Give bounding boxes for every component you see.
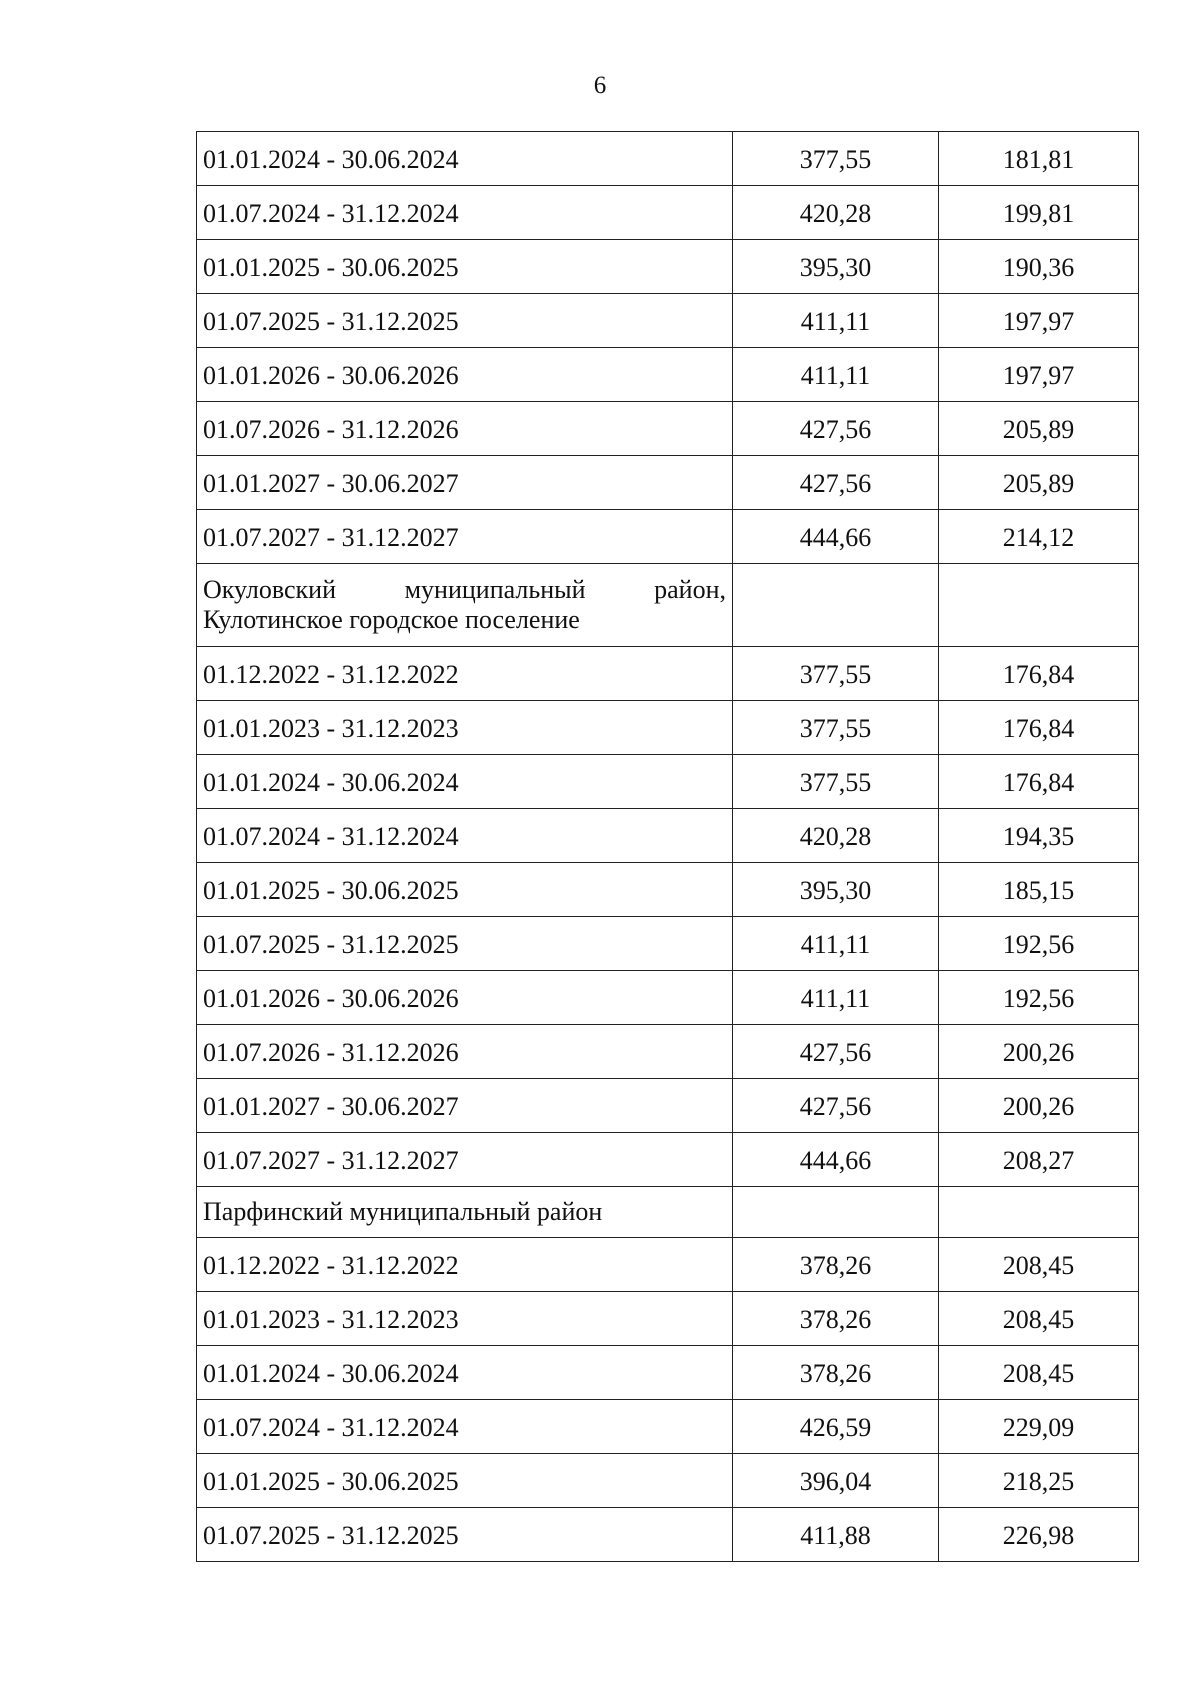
period-cell: 01.01.2023 - 31.12.2023 (197, 1292, 733, 1346)
section-name-line: Окуловский муниципальный район, (203, 575, 726, 604)
table-row (197, 294, 1139, 348)
table-row (197, 402, 1139, 456)
value-cell-2: 208,45 (939, 1292, 1139, 1346)
section-header-row (197, 564, 1139, 647)
period-cell: 01.01.2024 - 30.06.2024 (197, 1346, 733, 1400)
value-cell-2: 208,45 (939, 1346, 1139, 1400)
period-cell: 01.07.2025 - 31.12.2025 (197, 1508, 733, 1562)
period-cell: 01.01.2027 - 30.06.2027 (197, 1079, 733, 1133)
table-row (197, 1079, 1139, 1133)
period-cell: 01.07.2027 - 31.12.2027 (197, 510, 733, 564)
value-cell-2: 185,15 (939, 863, 1139, 917)
value-cell-2: 200,26 (939, 1025, 1139, 1079)
value-cell-2: 190,36 (939, 240, 1139, 294)
table-row (197, 755, 1139, 809)
table-row (197, 1400, 1139, 1454)
table-row (197, 1454, 1139, 1508)
table-row (197, 456, 1139, 510)
value-cell-1: 444,66 (733, 1133, 939, 1187)
period-cell: 01.12.2022 - 31.12.2022 (197, 647, 733, 701)
value-cell-2: 176,84 (939, 647, 1139, 701)
empty-cell (733, 564, 939, 647)
table-row (197, 1346, 1139, 1400)
empty-cell (939, 564, 1139, 647)
period-cell: 01.01.2024 - 30.06.2024 (197, 132, 733, 186)
period-cell: 01.07.2024 - 31.12.2024 (197, 809, 733, 863)
table-row (197, 1025, 1139, 1079)
section-name-line: Парфинский муниципальный район (203, 1197, 603, 1226)
table-row (197, 971, 1139, 1025)
period-cell: 01.01.2024 - 30.06.2024 (197, 755, 733, 809)
period-cell: 01.01.2025 - 30.06.2025 (197, 1454, 733, 1508)
table-row (197, 1133, 1139, 1187)
table-row (197, 863, 1139, 917)
value-cell-1: 427,56 (733, 1079, 939, 1133)
table-row (197, 240, 1139, 294)
period-cell: 01.07.2026 - 31.12.2026 (197, 402, 733, 456)
table-row (197, 701, 1139, 755)
table-row (197, 809, 1139, 863)
value-cell-2: 218,25 (939, 1454, 1139, 1508)
tariff-table (196, 131, 1139, 1562)
value-cell-1: 426,59 (733, 1400, 939, 1454)
table-row (197, 132, 1139, 186)
period-cell: 01.07.2024 - 31.12.2024 (197, 186, 733, 240)
period-cell: 01.07.2025 - 31.12.2025 (197, 917, 733, 971)
value-cell-2: 192,56 (939, 971, 1139, 1025)
value-cell-1: 427,56 (733, 456, 939, 510)
value-cell-1: 377,55 (733, 755, 939, 809)
section-name-line: Кулотинское городское поселение (203, 605, 580, 634)
section-name-cell (197, 564, 733, 647)
page-number: 6 (593, 72, 607, 99)
value-cell-1: 427,56 (733, 402, 939, 456)
table-row (197, 186, 1139, 240)
value-cell-1: 377,55 (733, 132, 939, 186)
period-cell: 01.07.2025 - 31.12.2025 (197, 294, 733, 348)
period-cell: 01.12.2022 - 31.12.2022 (197, 1238, 733, 1292)
period-cell: 01.01.2026 - 30.06.2026 (197, 348, 733, 402)
value-cell-1: 411,11 (733, 971, 939, 1025)
value-cell-2: 214,12 (939, 510, 1139, 564)
value-cell-2: 208,27 (939, 1133, 1139, 1187)
value-cell-2: 176,84 (939, 701, 1139, 755)
section-header-row (197, 1187, 1139, 1238)
period-cell: 01.07.2026 - 31.12.2026 (197, 1025, 733, 1079)
value-cell-1: 411,11 (733, 917, 939, 971)
value-cell-2: 229,09 (939, 1400, 1139, 1454)
value-cell-1: 411,88 (733, 1508, 939, 1562)
value-cell-1: 378,26 (733, 1292, 939, 1346)
period-cell: 01.01.2026 - 30.06.2026 (197, 971, 733, 1025)
empty-cell (733, 1187, 939, 1238)
table-row (197, 348, 1139, 402)
value-cell-1: 411,11 (733, 294, 939, 348)
empty-cell (939, 1187, 1139, 1238)
value-cell-1: 395,30 (733, 863, 939, 917)
value-cell-1: 411,11 (733, 348, 939, 402)
value-cell-2: 197,97 (939, 294, 1139, 348)
table-row (197, 647, 1139, 701)
value-cell-2: 208,45 (939, 1238, 1139, 1292)
table-row (197, 917, 1139, 971)
value-cell-1: 378,26 (733, 1238, 939, 1292)
table-row (197, 1292, 1139, 1346)
value-cell-1: 427,56 (733, 1025, 939, 1079)
value-cell-1: 377,55 (733, 647, 939, 701)
value-cell-2: 205,89 (939, 456, 1139, 510)
value-cell-2: 192,56 (939, 917, 1139, 971)
value-cell-1: 378,26 (733, 1346, 939, 1400)
period-cell: 01.01.2027 - 30.06.2027 (197, 456, 733, 510)
section-name-cell (197, 1187, 733, 1238)
value-cell-2: 226,98 (939, 1508, 1139, 1562)
value-cell-2: 197,97 (939, 348, 1139, 402)
period-cell: 01.01.2025 - 30.06.2025 (197, 240, 733, 294)
value-cell-2: 194,35 (939, 809, 1139, 863)
tariff-table-body (197, 132, 1139, 1562)
value-cell-2: 199,81 (939, 186, 1139, 240)
period-cell: 01.01.2023 - 31.12.2023 (197, 701, 733, 755)
value-cell-1: 395,30 (733, 240, 939, 294)
value-cell-2: 200,26 (939, 1079, 1139, 1133)
value-cell-1: 396,04 (733, 1454, 939, 1508)
table-row (197, 1508, 1139, 1562)
value-cell-2: 176,84 (939, 755, 1139, 809)
value-cell-1: 420,28 (733, 809, 939, 863)
value-cell-1: 377,55 (733, 701, 939, 755)
value-cell-2: 181,81 (939, 132, 1139, 186)
value-cell-2: 205,89 (939, 402, 1139, 456)
value-cell-1: 444,66 (733, 510, 939, 564)
period-cell: 01.07.2024 - 31.12.2024 (197, 1400, 733, 1454)
table-row (197, 510, 1139, 564)
period-cell: 01.01.2025 - 30.06.2025 (197, 863, 733, 917)
table-row (197, 1238, 1139, 1292)
value-cell-1: 420,28 (733, 186, 939, 240)
period-cell: 01.07.2027 - 31.12.2027 (197, 1133, 733, 1187)
